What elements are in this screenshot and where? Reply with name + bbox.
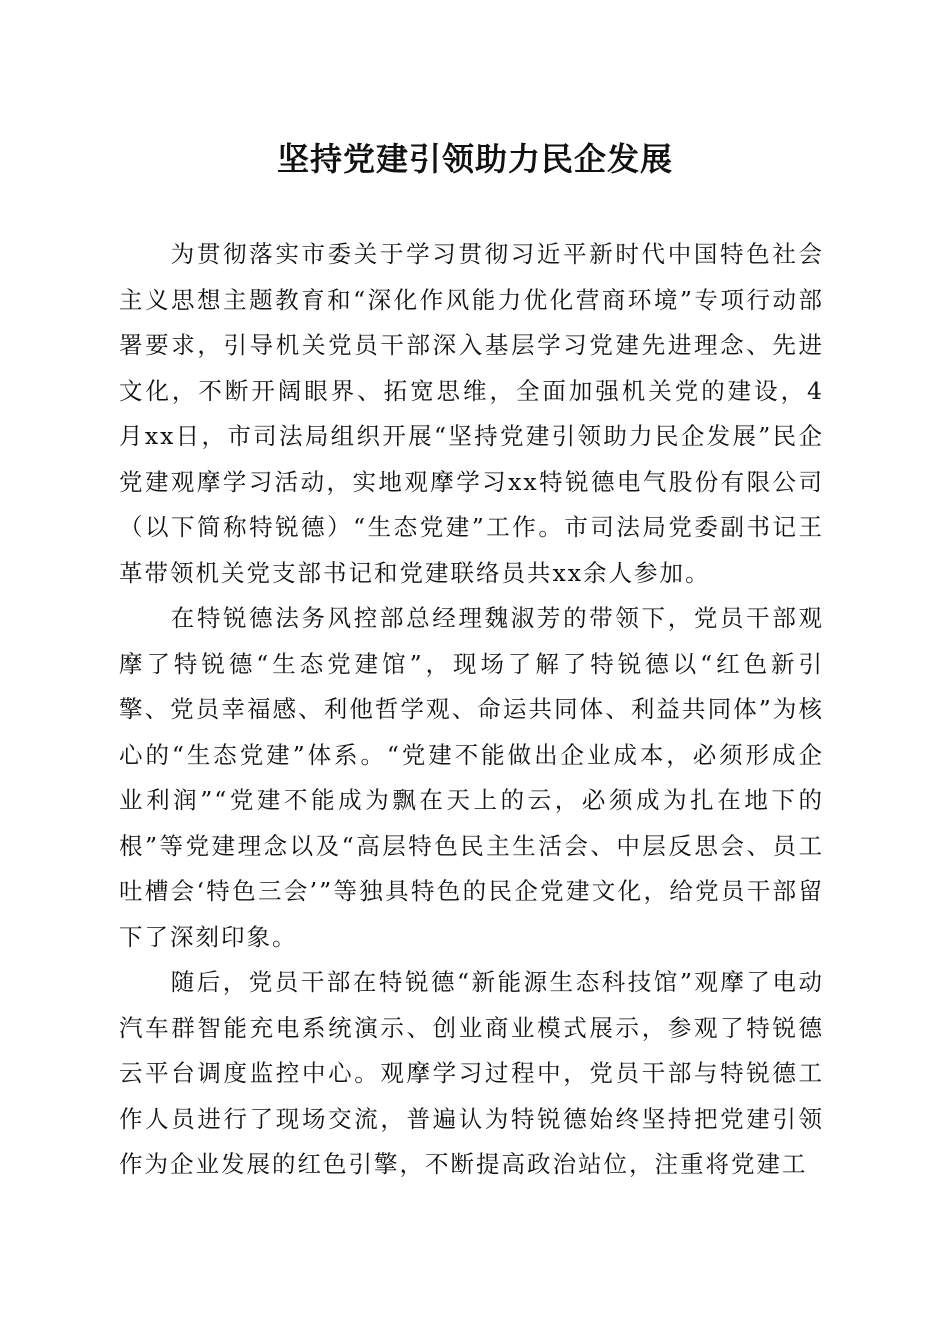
document-title: 坚持党建引领助力民企发展	[276, 140, 673, 178]
document-body	[119, 232, 824, 1188]
paragraph-1: 为贯彻落实市委关于学习贯彻习近平新时代中国特色社会主义思想主题教育和“深化作风能力优化营商环境”专项行动部署要求，引导机关党员干部深入基层学习党建先进理念、先进文化，不断开阔眼界、拓宽思维，全面加强机关党的建设，4月xx日，市司法局组织开展“坚持党建引领助力民企发展”民企党建观摩学习活动，实地观摩学习xx特锐德电气股份有限公司（以下简称特锐德）“生态党建”工作。市司法局党委副书记王革带领机关党支部书记和党建联络员共xx余人参加。	[119, 240, 824, 587]
paragraph-3: 随后，党员干部在特锐德“新能源生态科技馆”观摩了电动汽车群智能充电系统演示、创业商业模式展示，参观了特锐德云平台调度监控中心。观摩学习过程中，党员干部与特锐德工作人员进行了现场交流，普遍认为特锐德始终坚持把党建引领作为企业发展的红色引擎，不断提高政治站位，注重将党建工	[119, 968, 824, 1178]
paragraph-2: 在特锐德法务风控部总经理魏淑芳的带领下，党员干部观摩了特锐德“生态党建馆”，现场了解了特锐德以“红色新引擎、党员幸福感、利他哲学观、命运共同体、利益共同体”为核心的“生态党建”体系。“党建不能做出企业成本，必须形成企业利润”“党建不能成为飘在天上的云，必须成为扎在地下的根”等党建理念以及“高层特色民主生活会、中层反思会、员工吐槽会‘特色三会’”等独具特色的民企党建文化，给党员干部留下了深刻印象。	[119, 604, 824, 951]
